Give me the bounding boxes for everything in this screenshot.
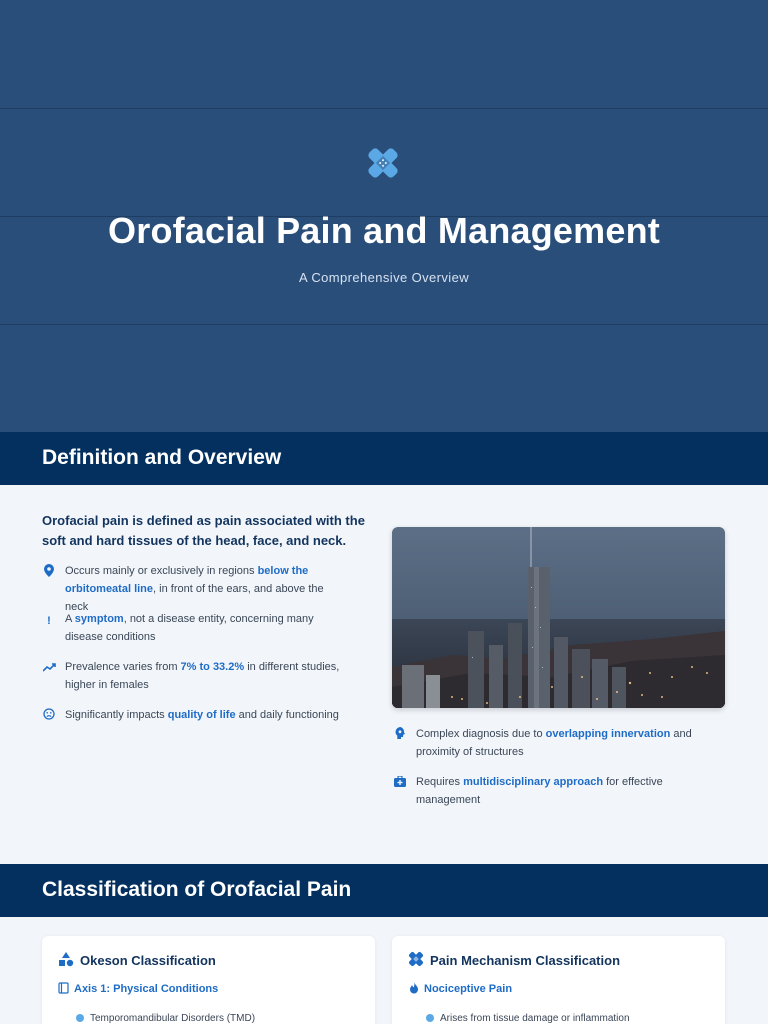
brain-icon (393, 727, 407, 761)
pain-mechanism-card (392, 936, 725, 1024)
list-item-text: Significantly impacts quality of life and daily functioning (65, 709, 339, 721)
list-item: Arises from tissue damage or inflammation (440, 1013, 630, 1024)
city-skyline-image (392, 527, 725, 708)
definition-lead: Orofacial pain is defined as pain associated with the soft and hard tissues of the head, face, and neck. (42, 513, 365, 548)
card-title: Okeson Classification (80, 953, 216, 968)
map-pin-icon (42, 564, 56, 616)
section-title: Classification of Orofacial Pain (42, 878, 352, 901)
bandage-icon (408, 951, 424, 967)
page-subtitle: A Comprehensive Overview (299, 270, 469, 285)
hero-divider (0, 108, 768, 109)
trend-up-icon (42, 660, 56, 694)
list-item-text: A symptom, not a disease entity, concerning many disease conditions (65, 613, 314, 643)
list-item (42, 658, 342, 694)
section-title: Definition and Overview (42, 446, 282, 469)
book-icon (58, 982, 70, 994)
hero-divider (0, 324, 768, 325)
list-item: Temporomandibular Disorders (TMD) (90, 1013, 256, 1024)
shapes-icon (58, 951, 74, 967)
section-header-definition (0, 432, 768, 485)
fire-icon (408, 982, 420, 994)
list-item (42, 706, 342, 726)
card-subheading: Axis 1: Physical Conditions (74, 983, 219, 995)
list-item-text: Occurs mainly or exclusively in regions below the orbitomeatal line, in front of the ears, and above the neck (65, 565, 324, 613)
section-header-classification (0, 864, 768, 917)
card-title: Pain Mechanism Classification (430, 953, 621, 968)
card-subheading: Nociceptive Pain (424, 983, 513, 995)
hero-banner (0, 0, 768, 432)
list-item (393, 773, 693, 809)
list-item-text: Complex diagnosis due to overlapping innervation and proximity of structures (416, 728, 692, 758)
list-item (393, 725, 693, 761)
okeson-classification-card (42, 936, 375, 1024)
list-item (42, 610, 342, 646)
frown-face-icon (42, 708, 56, 726)
page-title: Orofacial Pain and Management (108, 210, 660, 251)
medkit-icon (393, 775, 407, 809)
list-item-text: Prevalence varies from 7% to 33.2% in different studies, higher in females (65, 661, 340, 691)
bullet-dot (76, 1014, 84, 1022)
list-item (42, 562, 342, 616)
bandage-icon (366, 146, 400, 180)
list-item-text: Requires multidisciplinary approach for effective management (416, 776, 663, 806)
bullet-dot (426, 1014, 434, 1022)
exclamation-icon: ! (47, 615, 51, 627)
